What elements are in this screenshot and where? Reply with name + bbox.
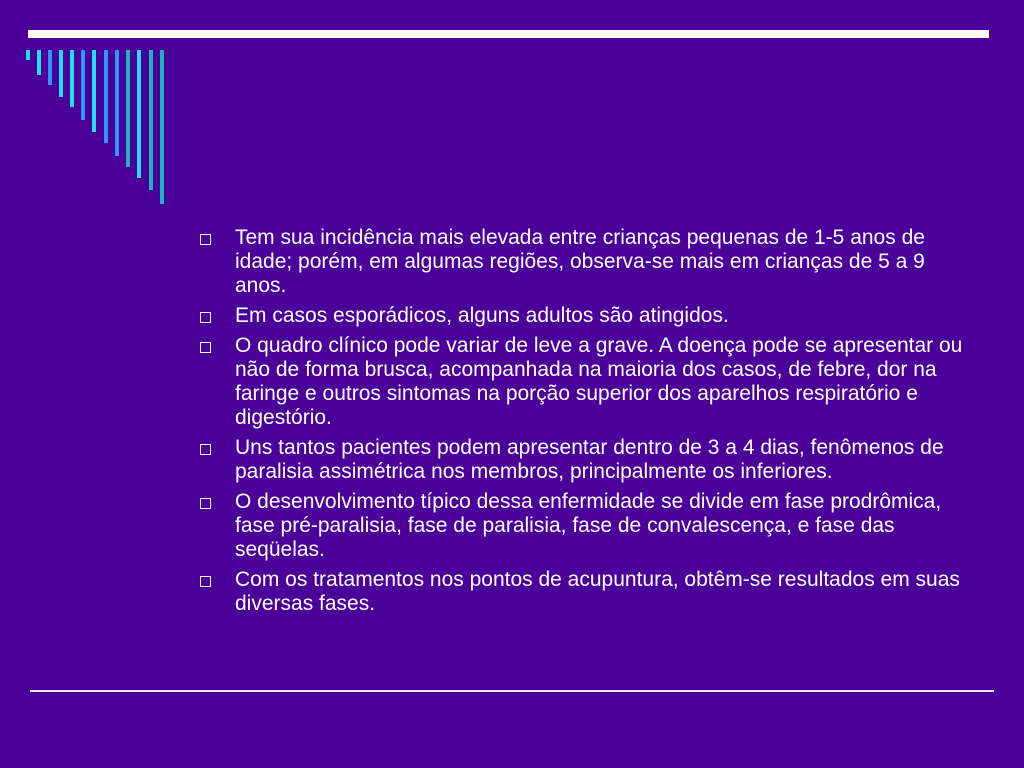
stripe (149, 50, 153, 190)
hollow-square-icon (200, 498, 211, 509)
bullet-text: Com os tratamentos nos pontos de acupuntura, obtêm-se resultados em suas diversas fases. (235, 568, 960, 615)
bullet-text: O quadro clínico pode variar de leve a grave. A doença pode se apresentar ou não de forma brusca, acompanhada na maioria dos casos, de febre, dor na faringe e outros sintomas na porção superior dos aparelhos respiratório e digestório. (235, 334, 963, 429)
stripe (37, 50, 41, 75)
stripe (26, 50, 30, 60)
bullet-item (200, 490, 975, 562)
bullet-item (200, 334, 975, 430)
bullet-item (200, 436, 975, 484)
bullet-text: Tem sua incidência mais elevada entre crianças pequenas de 1-5 anos de idade; porém, em algumas regiões, observa-se mais em crianças de 5 a 9 anos. (235, 226, 925, 297)
hollow-square-icon (200, 342, 211, 353)
stripe (126, 50, 130, 167)
stripe (81, 50, 85, 120)
stripe (160, 50, 164, 204)
stripe (115, 50, 119, 156)
hollow-square-icon (200, 312, 211, 323)
bottom-rule (30, 690, 994, 692)
bullet-item (200, 568, 975, 616)
stripe (104, 50, 108, 143)
stripe (92, 50, 96, 132)
bullet-text: Uns tantos pacientes podem apresentar dentro de 3 a 4 dias, fenômenos de paralisia assimétrica nos membros, principalmente os inferiores. (235, 436, 944, 483)
stripe (48, 50, 52, 85)
stripe (70, 50, 74, 107)
top-rule (28, 30, 989, 38)
bullet-item (200, 304, 975, 328)
stripe (59, 50, 63, 97)
bullet-item (200, 226, 975, 298)
bullet-list (200, 226, 975, 616)
stripe (137, 50, 141, 178)
bullet-text: O desenvolvimento típico dessa enfermidade se divide em fase prodrômica, fase pré-paralisia, fase de paralisia, fase de convalescença, e fase das seqüelas. (235, 490, 942, 561)
hollow-square-icon (200, 576, 211, 587)
slide-body (200, 226, 975, 622)
hollow-square-icon (200, 444, 211, 455)
bullet-text: Em casos esporádicos, alguns adultos são atingidos. (235, 304, 729, 327)
hollow-square-icon (200, 234, 211, 245)
